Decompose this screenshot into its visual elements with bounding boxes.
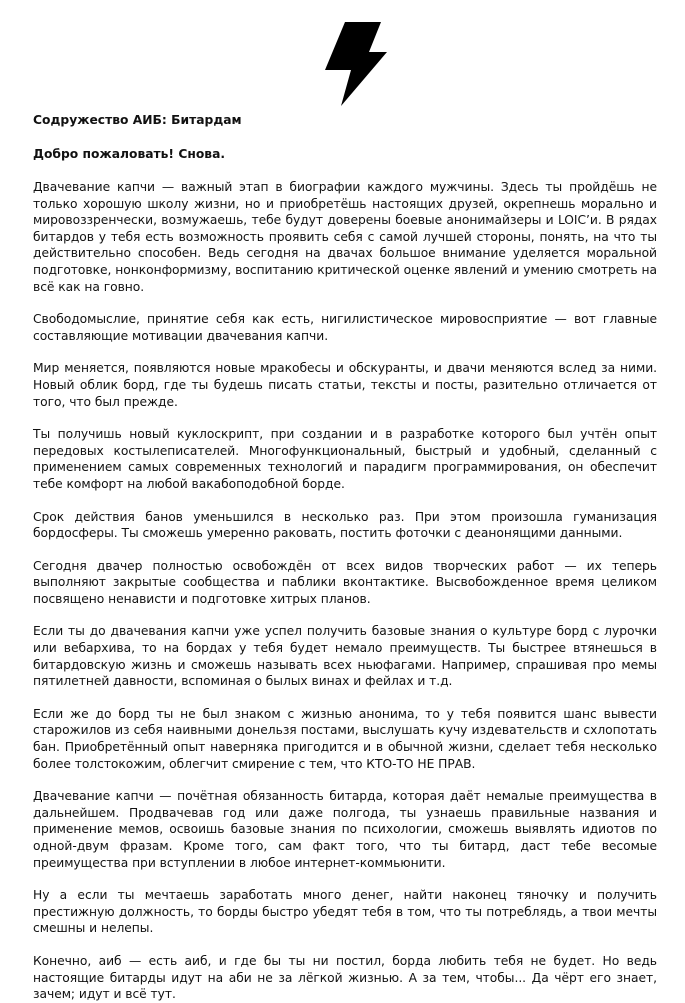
paragraph: Сегодня двачер полностью освобождён от всех видов творческих работ — их теперь выполняют закрытые сообщества и паблики вконтактике. Высвобожденное время целиком посвящено ненависти и подготовке хитрых планов.	[33, 558, 657, 606]
page-title: Содружество АИБ: Битардам	[33, 113, 242, 127]
paragraph: Двачевание капчи — почётная обязанность битарда, которая даёт немалые преимущества в дальнейшем. Продвачевав год или даже полгода, ты узнаешь правильные названия и применение мемов, освоишь базовые знания по психологии, сможешь выявлять идиотов по одной-двум фразам. Кроме того, сам факт того, что ты битард, даст тебе весомые преимущества при вступлении в любое интернет-коммьюнити.	[33, 789, 657, 870]
paragraph: Срок действия банов уменьшился в несколько раз. При этом произошла гуманизация бордосферы. Ты сможешь умеренно раковать, постить фоточки с деанонящими данными.	[33, 509, 657, 541]
lightning-bolt-icon	[325, 22, 387, 106]
paragraph: Если же до борд ты не был знаком с жизнью анонима, то у тебя появится шанс вывести старожилов из себя наивными донельзя постами, выслушать кучу издевательств и схлопотать бан. Приобретённый опыт наверняка пригодится и в обычной жизни, сделает тебя несколько более толстокожим, облегчит смирение с тем, что КТО-ТО НЕ ПРАВ.	[33, 706, 657, 771]
welcome-heading: Добро пожаловать! Снова.	[33, 147, 226, 161]
paragraph: Ты получишь новый куклоскрипт, при создании и в разработке которого был учтён опыт передовых костылеписателей. Многофункциональный, быстрый и удобный, сделанный с применением самых современных технологий и парадигм программирования, он обеспечит тебе комфорт на любой вакабоподобной борде.	[33, 427, 657, 491]
paragraph: Если ты до двачевания капчи уже успел получить базовые знания о культуре борд с лурочки или вебархива, то на бордах у тебя будет немало преимуществ. Ты быстрее втянешься в битардовскую жизнь и сможешь называть всех ньюфагами. Например, спрашивая про мемы пятилетней давности, вспоминая о былых винах и фейлах и т.д.	[33, 624, 657, 689]
paragraph: Ну а если ты мечтаешь заработать много денег, найти наконец тяночку и получить престижную должность, то борды быстро убедят тебя в том, что ты потреблядь, а твои мечты смешны и нелепы.	[33, 888, 657, 936]
paragraph: Мир меняется, появляются новые мракобесы и обскуранты, и двачи меняются вслед за ними. Новый облик борд, где ты будешь писать статьи, тексты и посты, разительно отличается от того, что был прежде.	[33, 361, 657, 409]
logo	[33, 0, 657, 108]
paragraph: Конечно, аиб — есть аиб, и где бы ты ни постил, борда любить тебя не будет. Но ведь настоящие битарды идут на аби не за лёгкой жизнью. А за тем, чтобы... Да чёрт его знает, зачем; идут и всё тут.	[33, 953, 657, 1002]
paragraph: Двачевание капчи — важный этап в биографии каждого мужчины. Здесь ты пройдёшь не только хорошую школу жизни, но и приобретёшь настоящих друзей, окрепнешь морально и мировоззренчески, возмужаешь, тебе будут доверены боевые анонимайзеры и LOIC’и. В рядах битардов у тебя есть возможность проявить себя с самой лучшей стороны, понять, на что ты действительно способен. Ведь сегодня на двачах большое внимание уделяется моральной подготовке, нонконформизму, воспитанию критической оценке явлений и умению смотреть на всё как на говно.	[33, 180, 657, 294]
paragraph: Свободомыслие, принятие себя как есть, нигилистическое мировосприятие — вот главные составляющие мотивации двачевания капчи.	[33, 312, 657, 343]
